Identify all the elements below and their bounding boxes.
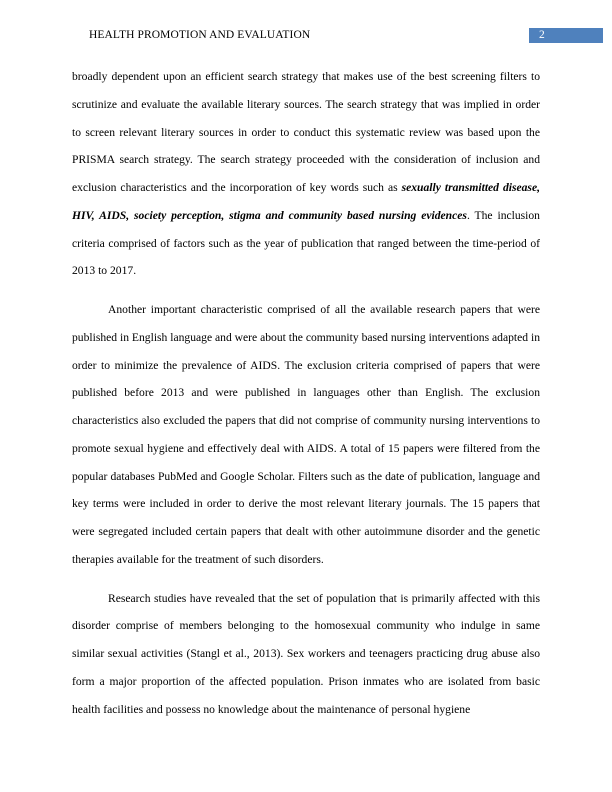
- page-number: 2: [539, 29, 545, 41]
- paragraph-1-text-end: . The inclusion criteria comprised of factors such as the year of publication that ranged between the time-period of 2013 to 2017.: [72, 208, 540, 278]
- document-body: [72, 63, 540, 723]
- paragraph-1-text: broadly dependent upon an efficient search strategy that makes use of the best screening filters to scrutinize and evaluate the available literary sources. The search strategy that was implied in order to screen relevant literary sources in order to conduct this systematic review was based upon the PRISMA search strategy. The search strategy proceeded with the consideration of inclusion and exclusion characteristics and the incorporation of key words such as: [72, 70, 540, 194]
- page-header: [0, 28, 612, 44]
- keywords: sexually transmitted disease, HIV, AIDS, society perception, stigma and community based nursing evidences: [72, 181, 540, 222]
- paragraph-2: Another important characteristic comprised of all the available research papers that were published in English language and were about the community based nursing interventions adapted in order to minimize the prevalence of AIDS. The exclusion criteria comprised of papers that were published before 2013 and were published in languages other than English. The exclusion characteristics also excluded the papers that did not comprise of community nursing interventions to promote sexual hygiene and effectively deal with AIDS. A total of 15 papers were filtered from the popular databases PubMed and Google Scholar. Filters such as the date of publication, language and key terms were included in order to derive the most relevant literary journals. The 15 papers that were segregated included certain papers that dealt with other autoimmune disorder and the genetic therapies available for the treatment of such disorders.: [72, 303, 540, 566]
- paragraph-1: [72, 63, 540, 285]
- page-number-box: [529, 28, 603, 43]
- running-head: HEALTH PROMOTION AND EVALUATION: [89, 29, 311, 41]
- paragraph-3: Research studies have revealed that the set of population that is primarily affected with this disorder comprise of members belonging to the homosexual community who indulge in same similar sexual activities (Stangl et al., 2013). Sex workers and teenagers practicing drug abuse also form a major proportion of the affected population. Prison inmates who are isolated from basic health facilities and possess no knowledge about the maintenance of personal hygiene: [72, 591, 540, 716]
